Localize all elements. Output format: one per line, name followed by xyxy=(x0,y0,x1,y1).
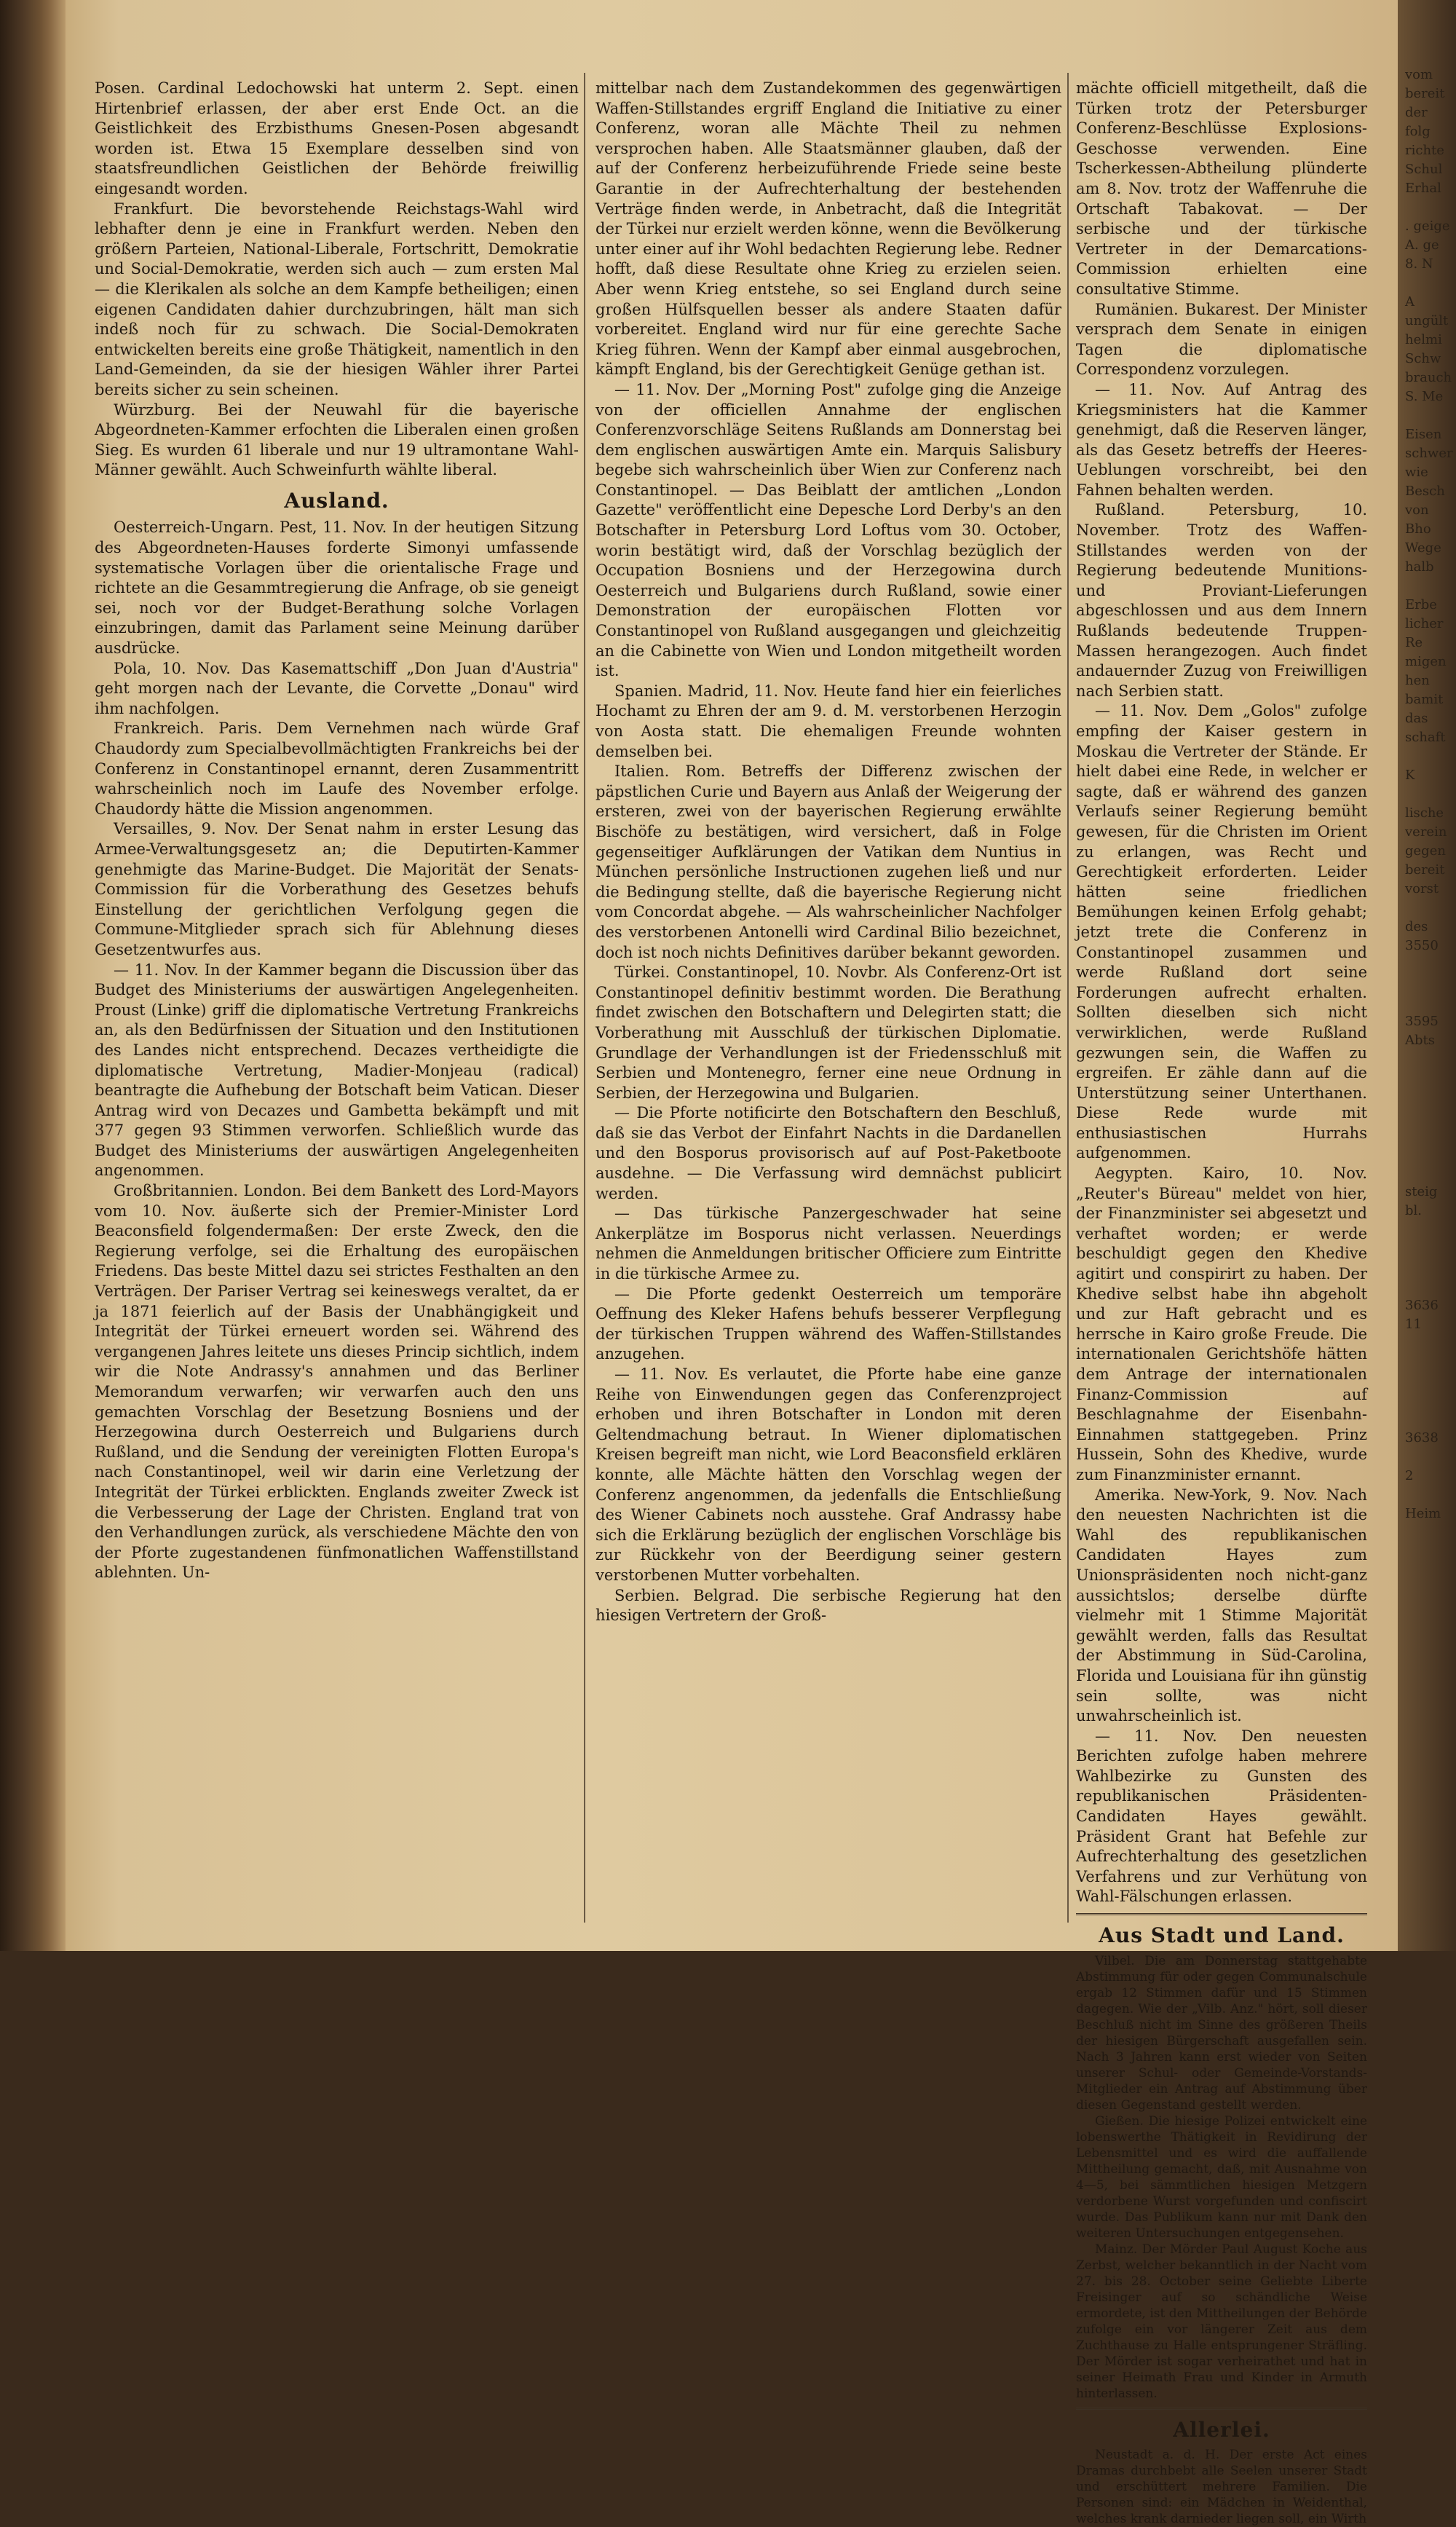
newspaper-page xyxy=(66,0,1398,2527)
article-spanien: Spanien. Madrid, 11. Nov. Heute fand hier ein feierliches Hochamt zu Ehren der am 9. d. M. verstorbenen Herzogin von Aosta statt. Die ehemaligen Freunde wohnten demselben bei. xyxy=(596,682,1061,760)
article-amerika: Amerika. New-York, 9. Nov. Nach den neuesten Nachrichten ist die Wahl des republikanischen Candidaten Hayes zum Unionspräsidenten noch nicht-ganz aussichtslos; derselbe dürfte vielmehr mit 1 Stimme Majorität gewählt werden, falls das Resultat der Abstimmung in Süd-Carolina, Florida und Louisiana für ihn günstig sein sollte, was nicht unwahrscheinlich ist. xyxy=(1076,1486,1367,1725)
article-panzergeschwader: — Das türkische Panzergeschwader hat seine Ankerplätze im Bosporus nicht verlassen. Neuerdings nehmen die Anmeldungen britischer Officiere zum Eintritte in die türkische Armee zu. xyxy=(596,1205,1061,1283)
article-england-cont: mittelbar nach dem Zustandekommen des gegenwärtigen Waffen-Stillstandes ergriff England die Initiative zu einer Conferenz, woran alle Mächte Theil zu nehmen versprochen haben. Alle Staatsmänner glauben, daß der auf der Conferenz herbeizuführende Friede seine beste Garantie in der Aufrechterhaltung der bestehenden Verträge finden werde, in Anbetracht, daß die Integrität der Türkei nur erzielt werden könne, wenn die Bevölkerung unter einer auf ihr Wohl bedachten Regierung lebe. Redner hofft, daß diese Resultate ohne Krieg zu erzielen seien. Aber wenn Krieg entstehe, so sei England durch seine großen Hülfsquellen besser als andere Staaten dafür vorbereitet. England wird nur für eine gerechte Sache Krieg führen. Wenn der Kampf aber einmal ausgebrochen, kämpft England, bis der Gerechtigkeit Genüge gethan ist. xyxy=(596,79,1061,379)
book-spine xyxy=(0,0,51,1951)
next-page-fragment-text: vom bereit der folg richte Schul Erhal . geige A. ge 8. N A ungült helmi Schw brauch S. Me Eisen schwer wie Besch von Bho Wege halb Erbe licher Re migen hen bamit das schaft K lische verein gegen bereit vorst des 3550 3595 Abts steig bl. 3636 11 3638 2 Heim xyxy=(1405,67,1453,1521)
article-italien: Italien. Rom. Betreffs der Differenz zwischen der päpstlichen Curie und Bayern aus Anlaß der Weigerung der ersteren, zwei von der bayerischen Regierung erwählte Bischöfe zu bestätigen, wird versichert, daß in Folge gegenseitiger Aufklärungen der Vatikan dem Nuntius in München persönliche Instructionen zugehen ließ und nur die Bedingung stellte, daß die bayerische Regierung nicht vom Concordat abgehe. — Als wahrscheinlicher Nachfolger des verstorbenen Antonelli wird Cardinal Bilio bezeichnet, doch ist noch nichts Definitives darüber bekannt geworden. xyxy=(596,762,1061,961)
article-kammer: — 11. Nov. In der Kammer begann die Discussion über das Budget des Ministeriums der auswärtigen Angelegenheiten. Proust (Linke) griff die diplomatische Vertretung Frankreichs an, als den Bedürfnissen der Situation und den Institutionen des Landes nicht entsprechend. Decazes vertheidigte die diplomatische Vertretung, Madier-Monjeau (radical) beantragte die Aufhebung der Botschaft beim Vatican. Dieser Antrag wird von Decazes und Gambetta bekämpft und mit 377 gegen 93 Stimmen verworfen. Schließlich wurde das Budget des Ministeriums der auswärtigen Angelegenheiten angenommen. xyxy=(95,961,579,1180)
article-serbien-cont: mächte officiell mitgetheilt, daß die Türken trotz der Petersburger Conferenz-Beschlüsse Explosions-Geschosse verwenden. Eine Tscherkessen-Abtheilung plünderte am 8. Nov. trotz der Waffenruhe die Ortschaft Tabakovat. — Der serbische und der türkische Vertreter in der Demarcations-Commission erhielten eine consultative Stimme. xyxy=(1076,79,1367,298)
article-tuerkei: Türkei. Constantinopel, 10. Novbr. Als Conferenz-Ort ist Constantinopel definitiv bestimmt worden. Die Berathung findet zwischen den Botschaftern und Delegirten statt; die Vorberathung mit Ausschluß der türkischen Diplomatie. Grundlage der Verhandlungen ist der Friedensschluß mit Serbien und Montenegro, ferner eine neue Ordnung in Serbien, der Herzegowina und Bulgarien. xyxy=(596,963,1061,1102)
column-3 xyxy=(1076,79,1367,2527)
section-divider xyxy=(1076,1913,1367,1915)
column-2 xyxy=(596,79,1061,1921)
article-pforte-2: — Die Pforte gedenkt Oesterreich um temporäre Oeffnung des Kleker Hafens behufs besserer Verpflegung der türkischen Truppen während des Waffen-Stillstandes anzugehen. xyxy=(596,1285,1061,1363)
article-morning-post: — 11. Nov. Der „Morning Post" zufolge ging die Anzeige von der officiellen Annahme der englischen Conferenzvorschläge Seitens Rußlands am Donnerstag bei dem englischen auswärtigen Amte ein. Marquis Salisbury begebe sich wahrscheinlich über Wien zur Conferenz nach Constantinopel. — Das Beiblatt der amtlichen „London Gazette" veröffentlicht eine Depesche Lord Derby's an den Botschafter in Petersburg Lord Loftus vom 30. October, worin bestätigt wird, daß der Vorschlag bezüglich der Occupation Bosniens und der Herzegowina durch Oesterreich und Bulgariens durch Rußland, sowie einer Demonstration der europäischen Flotten vor Constantinopel von Rußland ausgegangen und gleichzeitig an die Cabinette von Wien und London mitgetheilt worden ist. xyxy=(596,380,1061,680)
article-neustadt: Neustadt a. d. H. Der erste Act eines Dramas durchbebt alle Seelen unserer Stadt und erschüttert mehrere Familien. Die Personen sind: ein Mädchen in Weidenthal, welches krank darnieder liegen soll, ein Wirth xyxy=(1076,2448,1367,2527)
column-1 xyxy=(95,79,579,1921)
section-divider xyxy=(1076,2408,1367,2410)
article-giessen: Gießen. Die hiesige Polizei entwickelt eine lobenswerthe Thätigkeit in Revidirung der Lebensmittel und es wird die auffallende Mittheilung gemacht, daß, mit Ausnahme von 4—5, bei sämmtlichen hiesigen Metzgern verdorbene Wurst vorgefunden und confiscirt wurde. Das Publikum kann nur mit Dank den weiteren Untersuchungen entgegensehen. xyxy=(1076,2113,1367,2241)
article-amerika-2: — 11. Nov. Den neuesten Berichten zufolge haben mehrere Wahlbezirke zu Gunsten des republikanischen Präsidenten-Candidaten Hayes gewählt. Präsident Grant hat Befehle zur Aufrechterhaltung des gesetzlichen Verfahrens und zur Verhütung von Wahl-Fälschungen erlassen. xyxy=(1076,1727,1367,1906)
article-pola: Pola, 10. Nov. Das Kasemattschiff „Don Juan d'Austria" geht morgen nach der Levante, die Corvette „Donau" wird ihm nachfolgen. xyxy=(95,659,579,717)
article-golos: — 11. Nov. Dem „Golos" zufolge empfing der Kaiser gestern in Moskau die Vertreter der Stände. Er hielt dabei eine Rede, in welcher er sagte, daß er während des ganzen Verlaufs seiner Regierung bemüht gewesen, für die Christen im Orient zu erlangen, was Recht und Gerechtigkeit erforderten. Leider hätten seine friedlichen Bemühungen keinen Erfolg gehabt; jetzt trete die Conferenz in Constantinopel zusammen und werde Rußland dort seine Forderungen aufrecht erhalten. Sollten dieselben sich nicht verwirklichen, werde Rußland gezwungen sein, die Waffen zu ergreifen. Er zähle dann auf die Unterstützung seiner Unterthanen. Diese Rede wurde mit enthusiastischen Hurrahs aufgenommen. xyxy=(1076,702,1367,1162)
article-wuerzburg: Würzburg. Bei der Neuwahl für die bayerische Abgeordneten-Kammer erfochten die Liberalen einen großen Sieg. Es wurden 61 liberale und nur 19 ultramontane Wahl-Männer gewählt. Auch Schweinfurth wählte liberal. xyxy=(95,401,579,479)
article-frankfurt: Frankfurt. Die bevorstehende Reichstags-Wahl wird lebhafter denn je eine in Frankfurt werden. Neben den größern Parteien, National-Liberale, Fortschritt, Demokratie und Social-Demokratie, werden sich auch — zum ersten Mal — die Klerikalen als solche an dem Kampfe betheiligen; einen eigenen Candidaten dahier durchzubringen, hält man sich indeß noch für zu schwach. Die Social-Demokraten entwickelten bereits eine große Thätigkeit, namentlich in den Land-Gemeinden, da sie der hiesigen Wähler ihrer Partei bereits sicher zu sein scheinen. xyxy=(95,200,579,398)
article-rumaenien: Rumänien. Bukarest. Der Minister versprach dem Senate in einigen Tagen die diplomatische Correspondenz vorzulegen. xyxy=(1076,300,1367,379)
article-russland: Rußland. Petersburg, 10. November. Trotz des Waffen-Stillstandes werden von der Regierung bedeutende Munitions- und Proviant-Lieferungen abgeschlossen und aus dem Innern Rußlands bedeutende Truppen-Massen herangezogen. Auch findet andauernder Zuzug von Freiwilligen nach Serbien statt. xyxy=(1076,501,1367,700)
column-rule-1 xyxy=(584,73,585,1923)
article-serbien: Serbien. Belgrad. Die serbische Regierung hat den hiesigen Vertretern der Groß- xyxy=(596,1586,1061,1625)
article-oesterreich: Oesterreich-Ungarn. Pest, 11. Nov. In der heutigen Sitzung des Abgeordneten-Hauses forderte Simonyi umfassende systematische Vorlagen über die orientalische Frage und richtete an die Gesammtregierung die Anfrage, ob sie geneigt sei, noch vor der Budget-Berathung solche Vorlagen einzubringen, damit das Parlament seine Meinung darüber ausdrücke. xyxy=(95,519,579,658)
article-posen: Posen. Cardinal Ledochowski hat unterm 2. Sept. einen Hirtenbrief erlassen, der aber erst Ende Oct. an die Geistlichkeit des Erzbisthums Gnesen-Posen abgesandt worden ist. Etwa 15 Exemplare desselben sind von staatsfreundlichen Geistlichen der Behörde freiwillig eingesandt worden. xyxy=(95,79,579,197)
article-einwendungen: — 11. Nov. Es verlautet, die Pforte habe eine ganze Reihe von Einwendungen gegen das Conferenzproject erhoben und ihren Botschafter in London mit deren Geltendmachung betraut. In Wiener diplomatischen Kreisen begreift man nicht, wie Lord Beaconsfield erklären konnte, alle Mächte hätten den Vorschlag wegen der Conferenz angenommen, da jedenfalls die Entschließung des Wiener Cabinets noch ausstehe. Graf Andrassy habe sich die Erklärung bezüglich der englischen Vorschläge bis zur Rückkehr von der Beerdigung seiner gestern verstorbenen Mutter vorbehalten. xyxy=(596,1365,1061,1584)
section-title-allerlei: Allerlei. xyxy=(1173,2417,1270,2442)
page-gutter xyxy=(51,0,66,1951)
section-title-ausland: Ausland. xyxy=(284,488,389,513)
article-pforte-1: — Die Pforte notificirte den Botschaftern den Beschluß, daß sie das Verbot der Einfahrt Nachts in die Dardanellen und den Bosporus provisorisch auf auf Post-Paketboote ausdehne. — Die Verfassung wird demnächst publicirt werden. xyxy=(596,1104,1061,1202)
article-frankreich: Frankreich. Paris. Dem Vernehmen nach würde Graf Chaudordy zum Specialbevollmächtigten Frankreichs bei der Conferenz in Constantinopel ernannt, deren Zusammentritt wahrscheinlich noch im Laufe des November erfolge. Chaudordy hätte die Mission angenommen. xyxy=(95,720,579,818)
article-mainz: Mainz. Der Mörder Paul August Koche aus Zerbst, welcher bekanntlich in der Nacht vom 27. bis 28. October seine Geliebte Liberte Freisinger auf so schändliche Weise ermordete, ist den Mittheilungen der Behörde zufolge ein vor längerer Zeit aus dem Zuchthause zu Halle entsprungener Sträfling. Der Mörder ist sogar verheirathet und hat in seiner Heimath Frau und Kinder in Armuth hinterlassen. xyxy=(1076,2242,1367,2401)
article-rumaenien-2: — 11. Nov. Auf Antrag des Kriegsministers hat die Kammer genehmigt, daß die Reserven länger, als das Gesetz betreffs der Heeres-Ueblungen vorschreibt, bei den Fahnen behalten werden. xyxy=(1076,380,1367,499)
next-page-edge xyxy=(1398,0,1456,1951)
article-aegypten: Aegypten. Kairo, 10. Nov. „Reuter's Büreau" meldet von hier, der Finanzminister sei abgesetzt und verhaftet worden; er werde beschuldigt gegen den Khedive agitirt und conspirirt zu haben. Der Khedive selbst habe ihn abgeholt und zur Haft gebracht und es herrsche in Kairo große Freude. Die internationalen Gerichtshöfe hätten dem Antrage der internationalen Finanz-Commission auf Beschlagnahme der Eisenbahn-Einnahmen stattgegeben. Prinz Hussein, Sohn des Khedive, wurde zum Finanzminister ernannt. xyxy=(1076,1164,1367,1483)
article-vilbel: Vilbel. Die am Donnerstag stattgehabte Abstimmung für oder gegen Communalschule ergab 12 Stimmen dafür und 15 Stimmen dagegen. Wie der „Vilb. Anz." hört, soll dieser Beschluß nicht im Sinne des größeren Theils der hiesigen Bürgerschaft ausgefallen sein. Nach 3 Jahren kann erst wieder von Seiten unserer Schul- oder Gemeinde-Vorstands-Mitglieder ein Antrag auf Abstimmung über diesen Gegenstand gestellt werden. xyxy=(1076,1953,1367,2113)
article-grossbritannien: Großbritannien. London. Bei dem Bankett des Lord-Mayors vom 10. Nov. äußerte sich der Premier-Minister Lord Beaconsfield folgendermaßen: Der erste Zweck, den die Regierung verfolge, sei die Erhaltung des europäischen Friedens. Das beste Mittel dazu sei strictes Festhalten an den Verträgen. Der Pariser Vertrag sei keineswegs veraltet, da er ja 1871 feierlich auf der Basis der Unabhängigkeit und Integrität der Türkei erneuert worden sei. Während des vergangenen Jahres leitete uns dieses Princip sichtlich, indem wir die Note Andrassy's annahmen und das Berliner Memorandum verwarfen; wir verwarfen auch den uns gemachten Vorschlag der Besetzung Bosniens und der Herzegowina durch Oesterreich und Bulgariens durch Rußland, und die Sendung der vereinigten Flotten Europa's nach Constantinopel, weil wir darin eine Verletzung der Integrität der Türkei erblickten. Englands zweiter Zweck ist die Verbesserung der Lage der Christen. England trat von den Verhandlungen zurück, als verschiedene Mächte den von der Pforte zugestandenen fünfmonatlichen Waffenstillstand ablehnten. Un- xyxy=(95,1182,579,1582)
section-title-stadt-und-land: Aus Stadt und Land. xyxy=(1099,1923,1345,1948)
column-rule-2 xyxy=(1067,73,1069,1923)
article-versailles: Versailles, 9. Nov. Der Senat nahm in erster Lesung das Armee-Verwaltungsgesetz an; die Deputirten-Kammer genehmigte das Marine-Budget. Die Majorität der Senats-Commission für die Vorberathung des Gesetzes behufs Einstellung der gerichtlichen Verfolgung gegen die Commune-Mitglieder sprach sich für Ablehnung dieses Gesetzentwurfes aus. xyxy=(95,820,579,958)
